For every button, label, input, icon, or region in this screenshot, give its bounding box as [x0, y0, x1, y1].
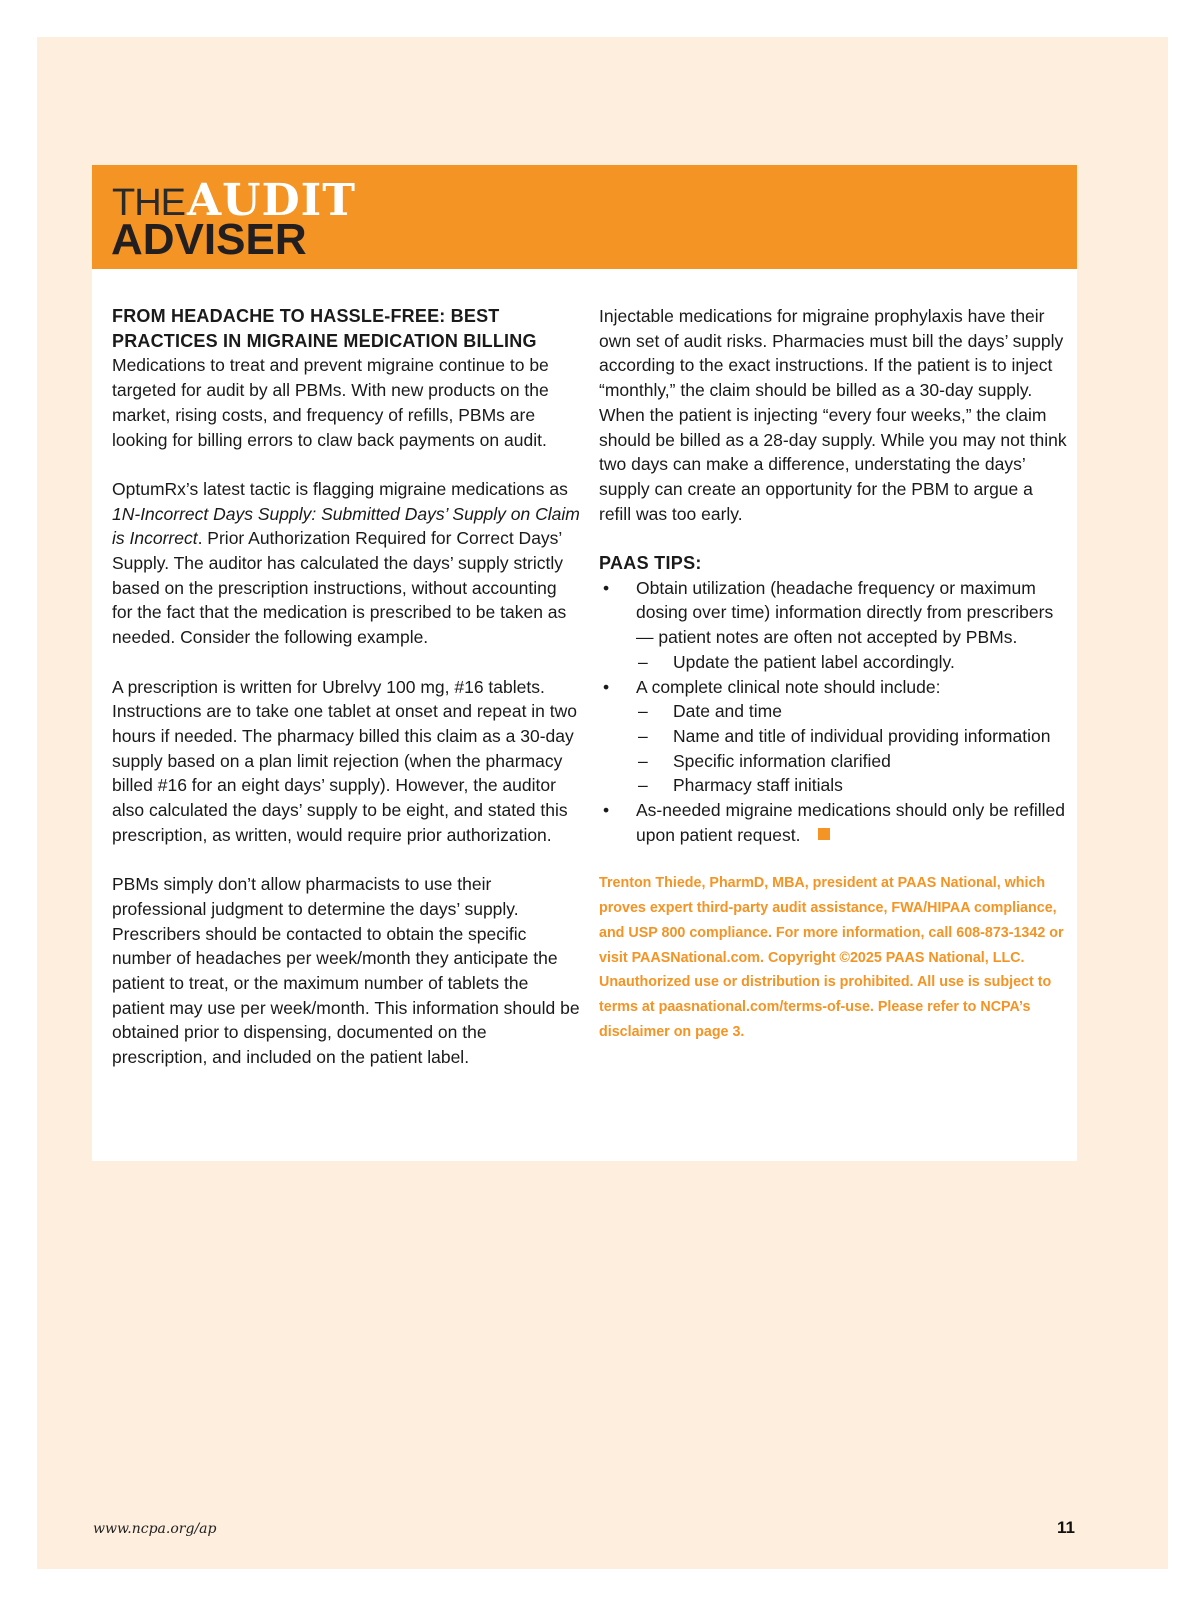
tip-subitem: – Specific information clarified [636, 749, 1069, 774]
tips-heading: PAAS TIPS: [599, 553, 702, 574]
article-headline: FROM HEADACHE TO HASSLE-FREE: BEST PRACTICES IN MIGRAINE MEDICATION BILLING [112, 306, 537, 351]
paragraph-2-rest: . Prior Authorization Required for Correct Days’ Supply. The auditor has calculated the days’ supply strictly based on the prescription instructions, without accounting for the fact that the medication is prescribed to be taken as needed. Consider the following example. [112, 528, 567, 648]
tip-subitem: – Update the patient label accordingly. [636, 650, 1069, 675]
article-card [92, 165, 1077, 1161]
tip-text: Obtain utilization (headache frequency or maximum dosing over time) information directly from prescribers — patient notes are often not accepted by PBMs. [636, 577, 1054, 648]
tip-text: A complete clinical note should include: [636, 676, 941, 697]
tip-subitem: – Name and title of individual providing information [636, 724, 1069, 749]
tip-item [599, 675, 1069, 799]
tip-item [599, 798, 1069, 847]
banner-the: THE [112, 182, 185, 224]
tip-subitem: – Pharmacy staff initials [636, 773, 1069, 798]
paragraph-5: Injectable medications for migraine prophylaxis have their own set of audit risks. Pharmacies must bill the days’ supply according to the exact instructions. If the patient is to inject “monthly,” the claim should be billed as a 30-day supply. When the patient is injecting “every four weeks,” the claim should be billed as a 28-day supply. While you may not think two days can make a difference, understating the days’ supply can create an opportunity for the PBM to argue a refill was too early. [599, 306, 1067, 524]
paragraph-2 [112, 477, 580, 650]
author-bio: Trenton Thiede, PharmD, MBA, president at PAAS National, which proves expert third-party audit assistance, FWA/HIPAA compliance, and USP 800 compliance. For more information, call 608-873-1342 or visit PAASNational.com. Copyright ©2025 PAAS National, LLC. Unauthorized use or distribution is prohibited. All use is subject to terms at paasnational.com/terms-of-use. Please refer to NCPA’s disclaimer on page 3. [599, 875, 1064, 1040]
tip-subitem: – Date and time [636, 699, 1069, 724]
paragraph-1: Medications to treat and prevent migraine continue to be targeted for audit by all PBMs. With new products on the market, rising costs, and frequency of refills, PBMs are looking for billing errors to claw back payments on audit. [112, 355, 549, 450]
page-number: 11 [1057, 1518, 1075, 1537]
tip-text: As-needed migraine medications should only be refilled upon patient request. [636, 800, 1065, 845]
tip-item [599, 576, 1069, 675]
paragraph-3: A prescription is written for Ubrelvy 100 mg, #16 tablets. Instructions are to take one tablet at onset and repeat in two hours if needed. The pharmacy billed this claim as a 30-day supply based on a plan limit rejection (when the pharmacy billed #16 for an eight days’ supply). However, the auditor also calculated the days’ supply to be eight, and stated this prescription, as written, would require prior authorization. [112, 676, 578, 845]
column-banner [92, 165, 1077, 269]
banner-adviser: ADVISER [111, 215, 307, 264]
tips-list [599, 576, 1069, 848]
left-column [112, 304, 580, 1094]
end-of-article-square-icon [818, 828, 830, 840]
banner-audit: AUDIT [187, 175, 356, 226]
paragraph-4: PBMs simply don’t allow pharmacists to use their professional judgment to determine the days’ supply. Prescribers should be contacted to obtain the specific number of headaches per week/month they anticipate the patient to treat, or the maximum number of tablets the patient may use per week/month. This information should be obtained prior to dispensing, documented on the prescription, and included on the patient label. [112, 874, 580, 1068]
tip-sublist [636, 650, 1069, 675]
right-column [599, 304, 1069, 1044]
paragraph-2-reject-code: 1N-Incorrect Days Supply: Submitted Days’ Supply on Claim is Incorrect [112, 503, 580, 549]
paragraph-2-lead: OptumRx’s latest tactic is flagging migraine medications as [112, 478, 568, 499]
tip-sublist [636, 699, 1069, 798]
footer-url: www.ncpa.org/ap [93, 1521, 217, 1537]
